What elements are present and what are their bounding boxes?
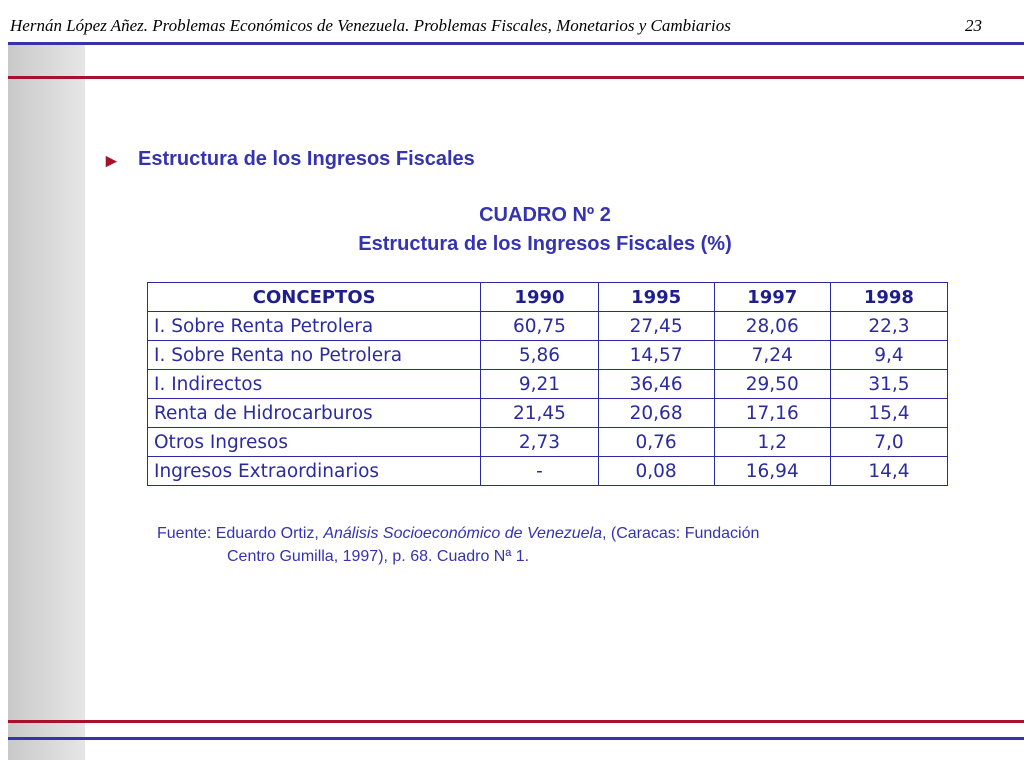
table-row [148, 457, 948, 486]
table-row [148, 312, 948, 341]
concept-cell: I. Sobre Renta no Petrolera [148, 341, 481, 370]
value-cell: 9,4 [830, 341, 947, 370]
header-cell: 1995 [598, 283, 714, 312]
source-note [157, 522, 947, 568]
table-caption [300, 201, 790, 259]
value-cell: 0,76 [598, 428, 714, 457]
concept-cell: Otros Ingresos [148, 428, 481, 457]
value-cell: 29,50 [714, 370, 830, 399]
triangle-right-icon: ► [102, 151, 121, 172]
page-number: 23 [965, 16, 982, 35]
source-line-2: Centro Gumilla, 1997), p. 68. Cuadro Nª 1. [227, 548, 530, 565]
source-suffix: , (Caracas: Fundación [602, 525, 760, 542]
concept-cell: I. Indirectos [148, 370, 481, 399]
table-header-row [148, 283, 948, 312]
value-cell: 2,73 [481, 428, 598, 457]
value-cell: 14,4 [830, 457, 947, 486]
fiscal-income-table [147, 282, 948, 486]
footer-rule-red [8, 720, 1024, 723]
value-cell: 7,0 [830, 428, 947, 457]
value-cell: 9,21 [481, 370, 598, 399]
footer-rule-blue [8, 737, 1024, 740]
concept-cell: I. Sobre Renta Petrolera [148, 312, 481, 341]
value-cell: 16,94 [714, 457, 830, 486]
value-cell: 60,75 [481, 312, 598, 341]
source-prefix: Fuente: Eduardo Ortiz, [157, 525, 324, 542]
table-caption-title: Estructura de los Ingresos Fiscales (%) [358, 233, 732, 255]
left-sidebar-bar [8, 44, 85, 760]
header-cell: 1998 [830, 283, 947, 312]
table-row [148, 399, 948, 428]
value-cell: 5,86 [481, 341, 598, 370]
value-cell: 21,45 [481, 399, 598, 428]
header-rule-blue [8, 42, 1024, 45]
value-cell: 27,45 [598, 312, 714, 341]
value-cell: 17,16 [714, 399, 830, 428]
header-cell: CONCEPTOS [148, 283, 481, 312]
header-cell: 1990 [481, 283, 598, 312]
value-cell: 31,5 [830, 370, 947, 399]
table-caption-number: CUADRO Nº 2 [479, 204, 611, 226]
concept-cell: Renta de Hidrocarburos [148, 399, 481, 428]
source-book-title: Análisis Socioeconómico de Venezuela [323, 525, 602, 542]
header-rule-red [8, 76, 1024, 79]
value-cell: 1,2 [714, 428, 830, 457]
value-cell: 20,68 [598, 399, 714, 428]
header-title: Hernán López Añez. Problemas Económicos de Venezuela. Problemas Fiscales, Monetarios y Cambiarios [10, 16, 731, 35]
table-row [148, 341, 948, 370]
concept-cell: Ingresos Extraordinarios [148, 457, 481, 486]
value-cell: 28,06 [714, 312, 830, 341]
header-cell: 1997 [714, 283, 830, 312]
value-cell: 14,57 [598, 341, 714, 370]
value-cell: 0,08 [598, 457, 714, 486]
table-row [148, 428, 948, 457]
value-cell: - [481, 457, 598, 486]
value-cell: 7,24 [714, 341, 830, 370]
value-cell: 36,46 [598, 370, 714, 399]
value-cell: 22,3 [830, 312, 947, 341]
section-title: Estructura de los Ingresos Fiscales [138, 148, 475, 170]
value-cell: 15,4 [830, 399, 947, 428]
table-row [148, 370, 948, 399]
